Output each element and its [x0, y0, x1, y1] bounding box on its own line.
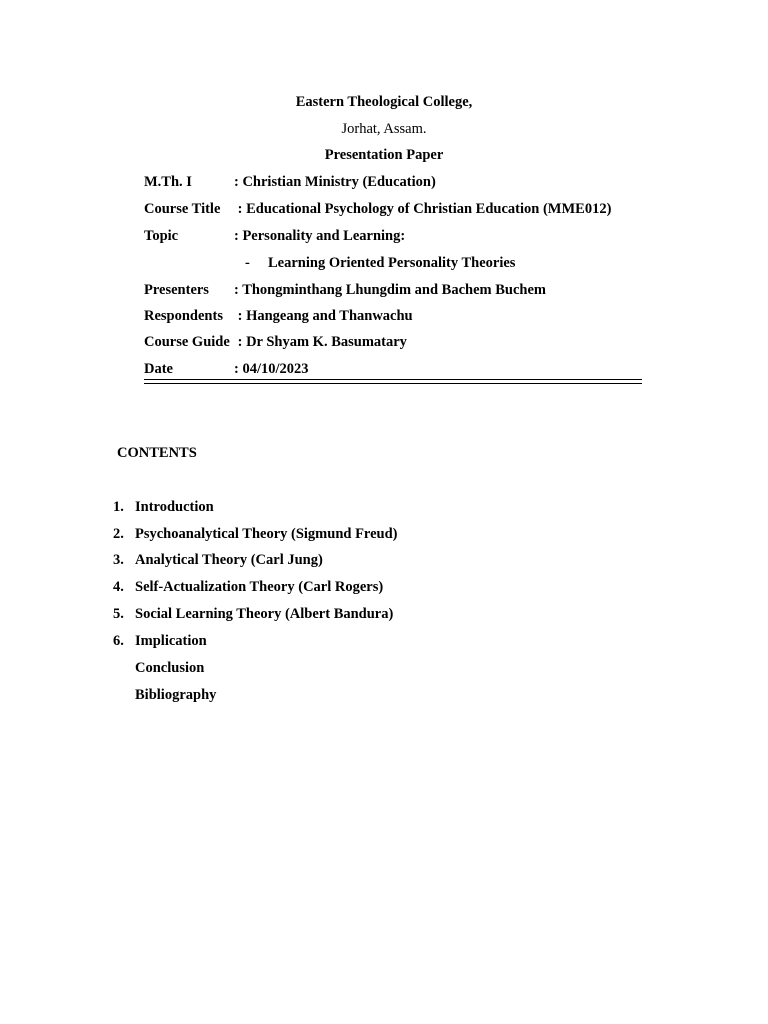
info-label: Topic	[144, 228, 179, 244]
info-value: : Dr Shyam K. Basumatary	[234, 334, 407, 350]
info-row-mth	[144, 174, 436, 191]
toc-text: Implication	[135, 633, 207, 649]
toc-text: Psychoanalytical Theory (Sigmund Freud)	[135, 526, 398, 542]
college-location: Jorhat, Assam.	[341, 121, 427, 137]
info-value: : Hangeang and Thanwachu	[234, 308, 413, 324]
contents-heading: CONTENTS	[117, 445, 197, 461]
info-label: Presenters	[144, 282, 209, 298]
info-label: Respondents	[144, 308, 223, 324]
info-value: : 04/10/2023	[234, 361, 309, 377]
toc-item	[113, 606, 393, 623]
toc-text: Analytical Theory (Carl Jung)	[135, 552, 323, 568]
info-row-presenters	[144, 282, 546, 299]
toc-item	[113, 633, 207, 650]
toc-number: 2.	[113, 526, 124, 542]
toc-number: 3.	[113, 552, 124, 568]
info-row-course-title	[144, 201, 611, 218]
toc-number: 5.	[113, 606, 124, 622]
info-value: : Thongminthang Lhungdim and Bachem Buchem	[234, 282, 546, 298]
toc-text: Social Learning Theory (Albert Bandura)	[135, 606, 394, 622]
toc-number: 1.	[113, 499, 124, 515]
paper-type: Presentation Paper	[324, 147, 444, 163]
subtopic-dash: -	[245, 255, 250, 271]
info-value: : Christian Ministry (Education)	[234, 174, 436, 190]
info-row-course-guide	[144, 334, 407, 351]
toc-item	[113, 552, 323, 569]
toc-number: 4.	[113, 579, 124, 595]
toc-text: Introduction	[135, 499, 214, 515]
toc-conclusion: Conclusion	[135, 660, 205, 676]
info-label: Course Guide	[144, 334, 230, 350]
info-row-respondents	[144, 308, 413, 325]
info-value: : Educational Psychology of Christian Education (MME012)	[234, 201, 612, 217]
info-row-date	[144, 361, 309, 378]
info-label: Date	[144, 361, 173, 377]
toc-text: Self-Actualization Theory (Carl Rogers)	[135, 579, 384, 595]
toc-item	[113, 499, 214, 516]
subtopic-text: Learning Oriented Personality Theories	[268, 255, 516, 271]
toc-bibliography: Bibliography	[135, 687, 217, 703]
info-value: : Personality and Learning:	[234, 228, 406, 244]
toc-item	[113, 579, 383, 596]
header-divider	[144, 379, 642, 384]
info-label: M.Th. I	[144, 174, 192, 190]
toc-number: 6.	[113, 633, 124, 649]
toc-item	[113, 526, 398, 543]
info-subtopic	[245, 255, 515, 272]
info-label: Course Title	[144, 201, 221, 217]
college-name: Eastern Theological College,	[295, 94, 473, 110]
info-row-topic	[144, 228, 405, 245]
